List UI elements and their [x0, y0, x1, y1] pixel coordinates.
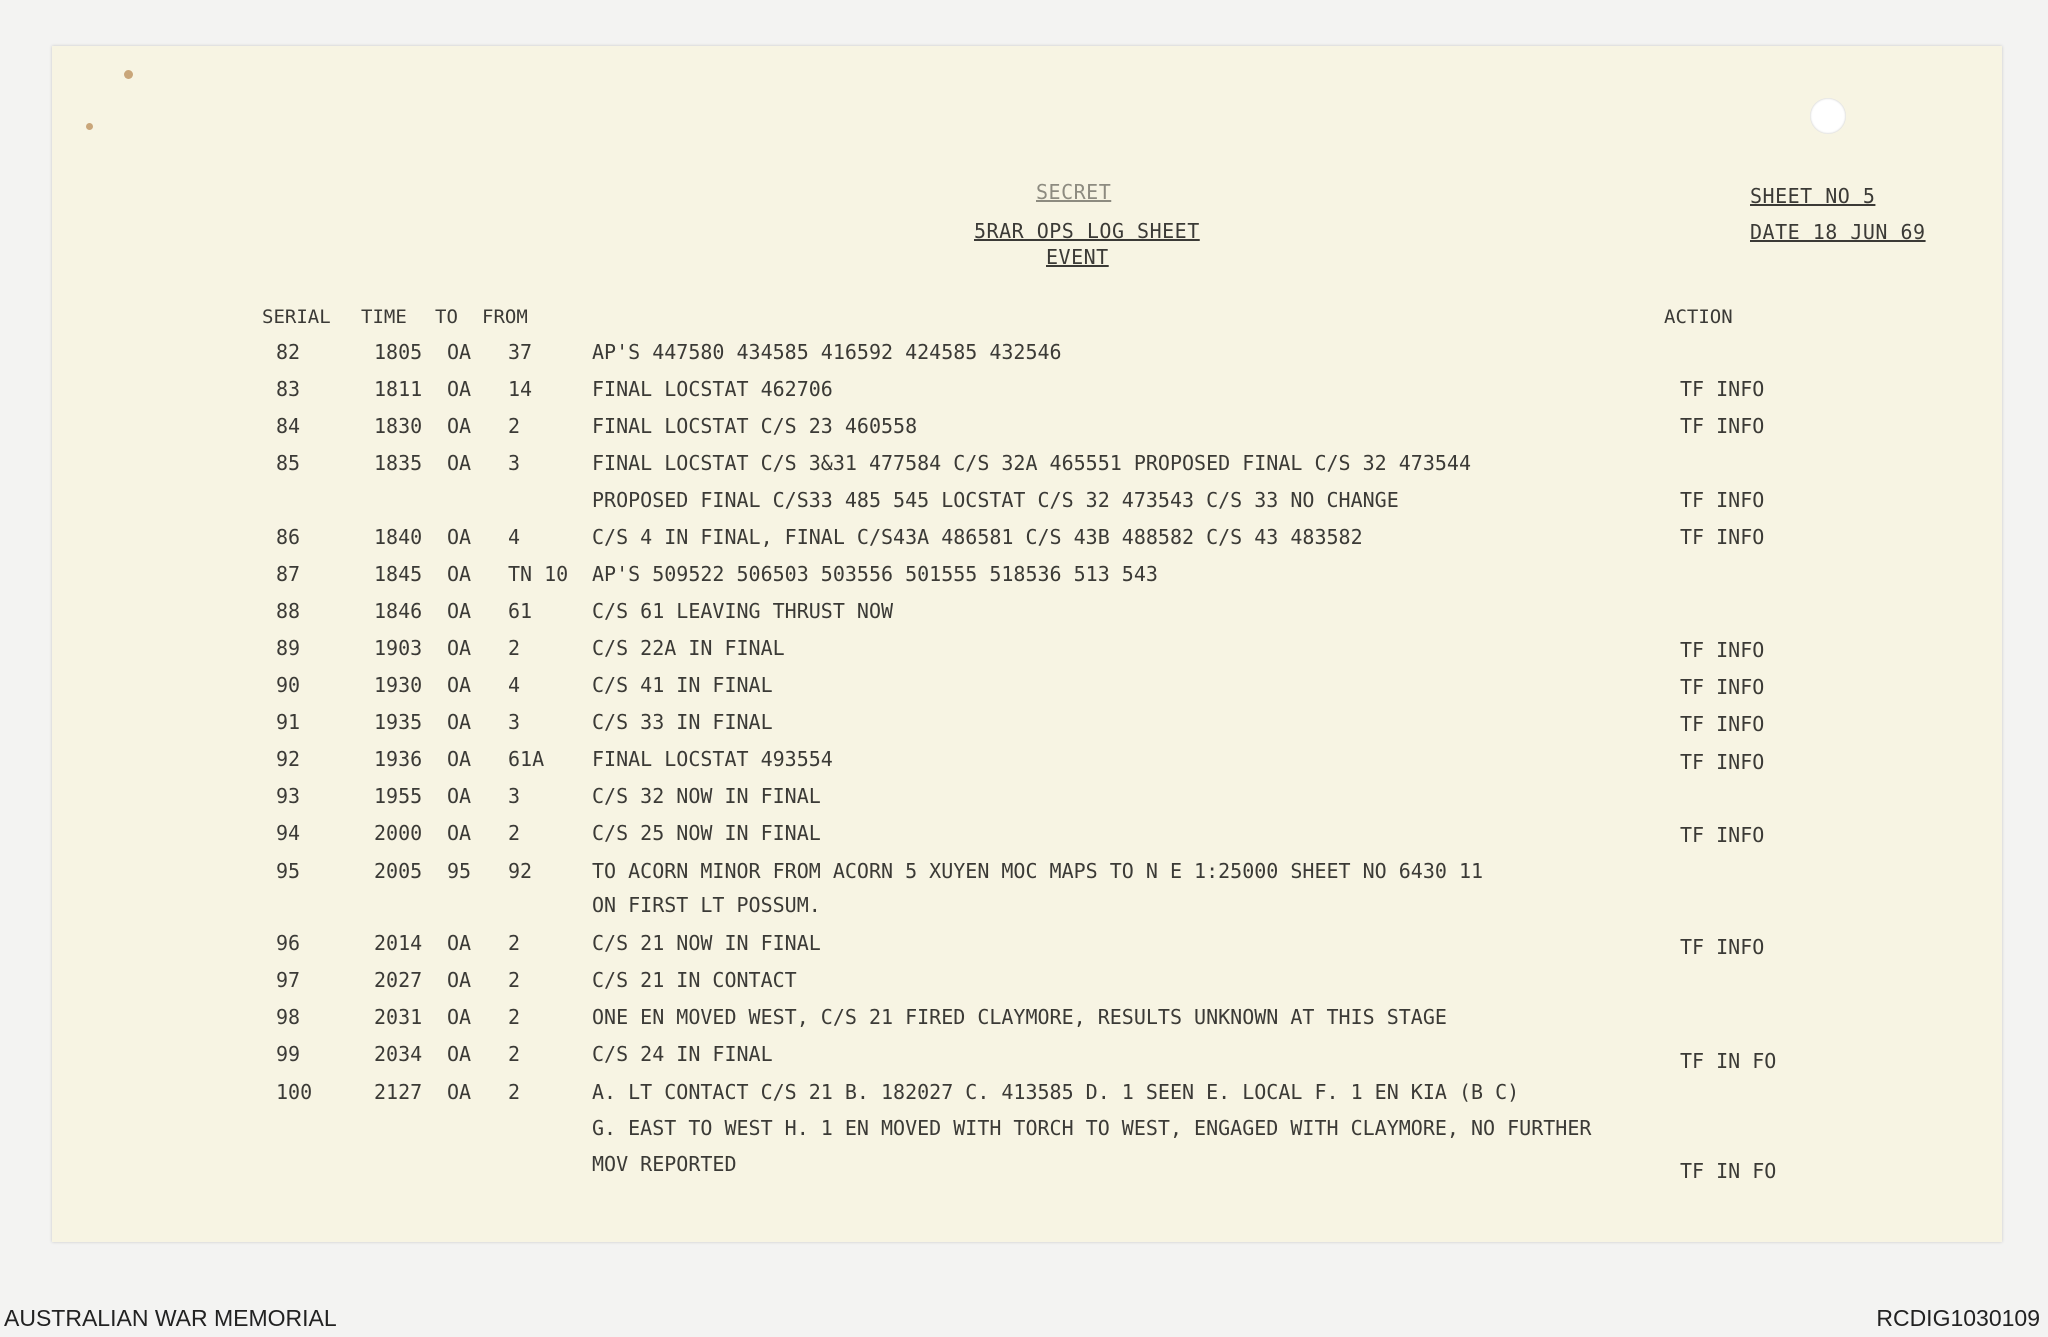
log-row: [0, 1080, 2048, 1110]
column-header-time: TIME: [361, 306, 407, 328]
cell-event: G. EAST TO WEST H. 1 EN MOVED WITH TORCH TO WEST, ENGAGED WITH CLAYMORE, NO FURTHER: [592, 1116, 1592, 1140]
event-heading: EVENT: [1046, 245, 1109, 269]
cell-from: 4: [508, 525, 521, 549]
cell-serial: 100: [276, 1080, 313, 1104]
cell-serial: 93: [276, 784, 301, 808]
cell-to: OA: [447, 968, 472, 992]
cell-from: 2: [508, 968, 521, 992]
cell-from: 2: [508, 636, 521, 660]
cell-to: OA: [447, 710, 472, 734]
cell-to: OA: [447, 1080, 472, 1104]
cell-time: 2031: [374, 1005, 423, 1029]
cell-time: 1903: [374, 636, 423, 660]
cell-event: ON FIRST LT POSSUM.: [592, 893, 821, 917]
cell-event: PROPOSED FINAL C/S33 485 545 LOCSTAT C/S 32 473543 C/S 33 NO CHANGE: [592, 488, 1399, 512]
cell-time: 1846: [374, 599, 423, 623]
cell-from: 61: [508, 599, 533, 623]
cell-from: 4: [508, 673, 521, 697]
cell-event: C/S 21 IN CONTACT: [592, 968, 797, 992]
cell-to: OA: [447, 451, 472, 475]
cell-to: OA: [447, 414, 472, 438]
cell-action: TF INFO: [1680, 675, 1765, 699]
cell-to: OA: [447, 377, 472, 401]
cell-event: C/S 25 NOW IN FINAL: [592, 821, 821, 845]
cell-to: OA: [447, 673, 472, 697]
cell-action: TF INFO: [1680, 638, 1765, 662]
cell-action: TF INFO: [1680, 935, 1765, 959]
cell-serial: 89: [276, 636, 301, 660]
classification-heading: SECRET: [1036, 180, 1112, 204]
log-row: [0, 1116, 2048, 1146]
sheet-date: DATE 18 JUN 69: [1750, 220, 1926, 244]
cell-from: 2: [508, 821, 521, 845]
paper-stain: [86, 123, 93, 130]
cell-event: AP'S 447580 434585 416592 424585 432546: [592, 340, 1062, 364]
cell-time: 2005: [374, 859, 423, 883]
cell-time: 1811: [374, 377, 423, 401]
cell-from: 2: [508, 1080, 521, 1104]
cell-to: OA: [447, 525, 472, 549]
cell-event: TO ACORN MINOR FROM ACORN 5 XUYEN MOC MAPS TO N E 1:25000 SHEET NO 6430 11: [592, 859, 1484, 883]
column-header-action: ACTION: [1664, 306, 1733, 328]
cell-from: 92: [508, 859, 533, 883]
cell-to: OA: [447, 784, 472, 808]
cell-to: OA: [447, 747, 472, 771]
cell-serial: 87: [276, 562, 301, 586]
cell-action: TF INFO: [1680, 377, 1765, 401]
cell-to: 95: [447, 859, 472, 883]
cell-time: 1845: [374, 562, 423, 586]
cell-event: C/S 4 IN FINAL, FINAL C/S43A 486581 C/S 43B 488582 C/S 43 483582: [592, 525, 1363, 549]
sheet-number: SHEET NO 5: [1750, 184, 1876, 208]
cell-event: C/S 33 IN FINAL: [592, 710, 773, 734]
cell-to: OA: [447, 1005, 472, 1029]
cell-event: ONE EN MOVED WEST, C/S 21 FIRED CLAYMORE, RESULTS UNKNOWN AT THIS STAGE: [592, 1005, 1447, 1029]
cell-from: 3: [508, 451, 521, 475]
cell-to: OA: [447, 562, 472, 586]
paper-stain: [124, 70, 133, 79]
cell-time: 2127: [374, 1080, 423, 1104]
cell-time: 2027: [374, 968, 423, 992]
cell-to: OA: [447, 636, 472, 660]
cell-from: 14: [508, 377, 533, 401]
cell-serial: 98: [276, 1005, 301, 1029]
cell-event: AP'S 509522 506503 503556 501555 518536 513 543: [592, 562, 1158, 586]
cell-event: C/S 22A IN FINAL: [592, 636, 785, 660]
cell-serial: 88: [276, 599, 301, 623]
log-row: [0, 968, 2048, 998]
cell-from: 3: [508, 710, 521, 734]
cell-to: OA: [447, 931, 472, 955]
footer-credit: AUSTRALIAN WAR MEMORIAL: [4, 1305, 337, 1331]
cell-event: FINAL LOCSTAT C/S 3&31 477584 C/S 32A 465551 PROPOSED FINAL C/S 32 473544: [592, 451, 1471, 475]
cell-time: 1936: [374, 747, 423, 771]
cell-from: 61A: [508, 747, 545, 771]
cell-serial: 99: [276, 1042, 301, 1066]
cell-time: 1805: [374, 340, 423, 364]
log-row: [0, 340, 2048, 370]
cell-serial: 92: [276, 747, 301, 771]
cell-time: 1955: [374, 784, 423, 808]
cell-action: TF INFO: [1680, 488, 1765, 512]
log-row: [0, 893, 2048, 923]
cell-serial: 86: [276, 525, 301, 549]
cell-to: OA: [447, 1042, 472, 1066]
cell-time: 2034: [374, 1042, 423, 1066]
cell-from: 2: [508, 1005, 521, 1029]
cell-serial: 85: [276, 451, 301, 475]
cell-action: TF INFO: [1680, 414, 1765, 438]
cell-time: 1840: [374, 525, 423, 549]
cell-action: TF INFO: [1680, 525, 1765, 549]
cell-event: MOV REPORTED: [592, 1152, 737, 1176]
cell-from: TN 10: [508, 562, 569, 586]
cell-time: 1835: [374, 451, 423, 475]
cell-serial: 96: [276, 931, 301, 955]
log-row: [0, 784, 2048, 814]
cell-event: C/S 21 NOW IN FINAL: [592, 931, 821, 955]
cell-to: OA: [447, 821, 472, 845]
cell-time: 2014: [374, 931, 423, 955]
cell-time: 1930: [374, 673, 423, 697]
cell-serial: 91: [276, 710, 301, 734]
cell-action: TF INFO: [1680, 712, 1765, 736]
cell-action: TF IN FO: [1680, 1159, 1777, 1183]
cell-event: FINAL LOCSTAT 493554: [592, 747, 833, 771]
column-header-to: TO: [435, 306, 458, 328]
cell-from: 2: [508, 414, 521, 438]
cell-from: 3: [508, 784, 521, 808]
cell-serial: 94: [276, 821, 301, 845]
log-row: [0, 451, 2048, 481]
cell-serial: 82: [276, 340, 301, 364]
column-header-serial: SERIAL: [262, 306, 331, 328]
cell-to: OA: [447, 340, 472, 364]
cell-serial: 90: [276, 673, 301, 697]
footer-record-id: RCDIG1030109: [1876, 1305, 2040, 1331]
cell-event: C/S 41 IN FINAL: [592, 673, 773, 697]
cell-action: TF INFO: [1680, 823, 1765, 847]
cell-event: C/S 24 IN FINAL: [592, 1042, 773, 1066]
cell-serial: 95: [276, 859, 301, 883]
cell-from: 37: [508, 340, 533, 364]
log-row: [0, 859, 2048, 889]
cell-serial: 83: [276, 377, 301, 401]
cell-event: C/S 61 LEAVING THRUST NOW: [592, 599, 894, 623]
log-row: [0, 1005, 2048, 1035]
cell-time: 1935: [374, 710, 423, 734]
cell-serial: 97: [276, 968, 301, 992]
cell-event: C/S 32 NOW IN FINAL: [592, 784, 821, 808]
cell-to: OA: [447, 599, 472, 623]
column-header-from: FROM: [482, 306, 528, 328]
cell-event: A. LT CONTACT C/S 21 B. 182027 C. 413585 D. 1 SEEN E. LOCAL F. 1 EN KIA (B C): [592, 1080, 1520, 1104]
cell-from: 2: [508, 931, 521, 955]
cell-action: TF INFO: [1680, 750, 1765, 774]
log-row: [0, 599, 2048, 629]
log-row: [0, 562, 2048, 592]
cell-time: 1830: [374, 414, 423, 438]
cell-time: 2000: [374, 821, 423, 845]
cell-event: FINAL LOCSTAT 462706: [592, 377, 833, 401]
cell-action: TF IN FO: [1680, 1049, 1777, 1073]
cell-from: 2: [508, 1042, 521, 1066]
punch-hole: [1810, 98, 1846, 134]
cell-serial: 84: [276, 414, 301, 438]
log-sheet-title: 5RAR OPS LOG SHEET: [974, 219, 1200, 243]
cell-event: FINAL LOCSTAT C/S 23 460558: [592, 414, 918, 438]
